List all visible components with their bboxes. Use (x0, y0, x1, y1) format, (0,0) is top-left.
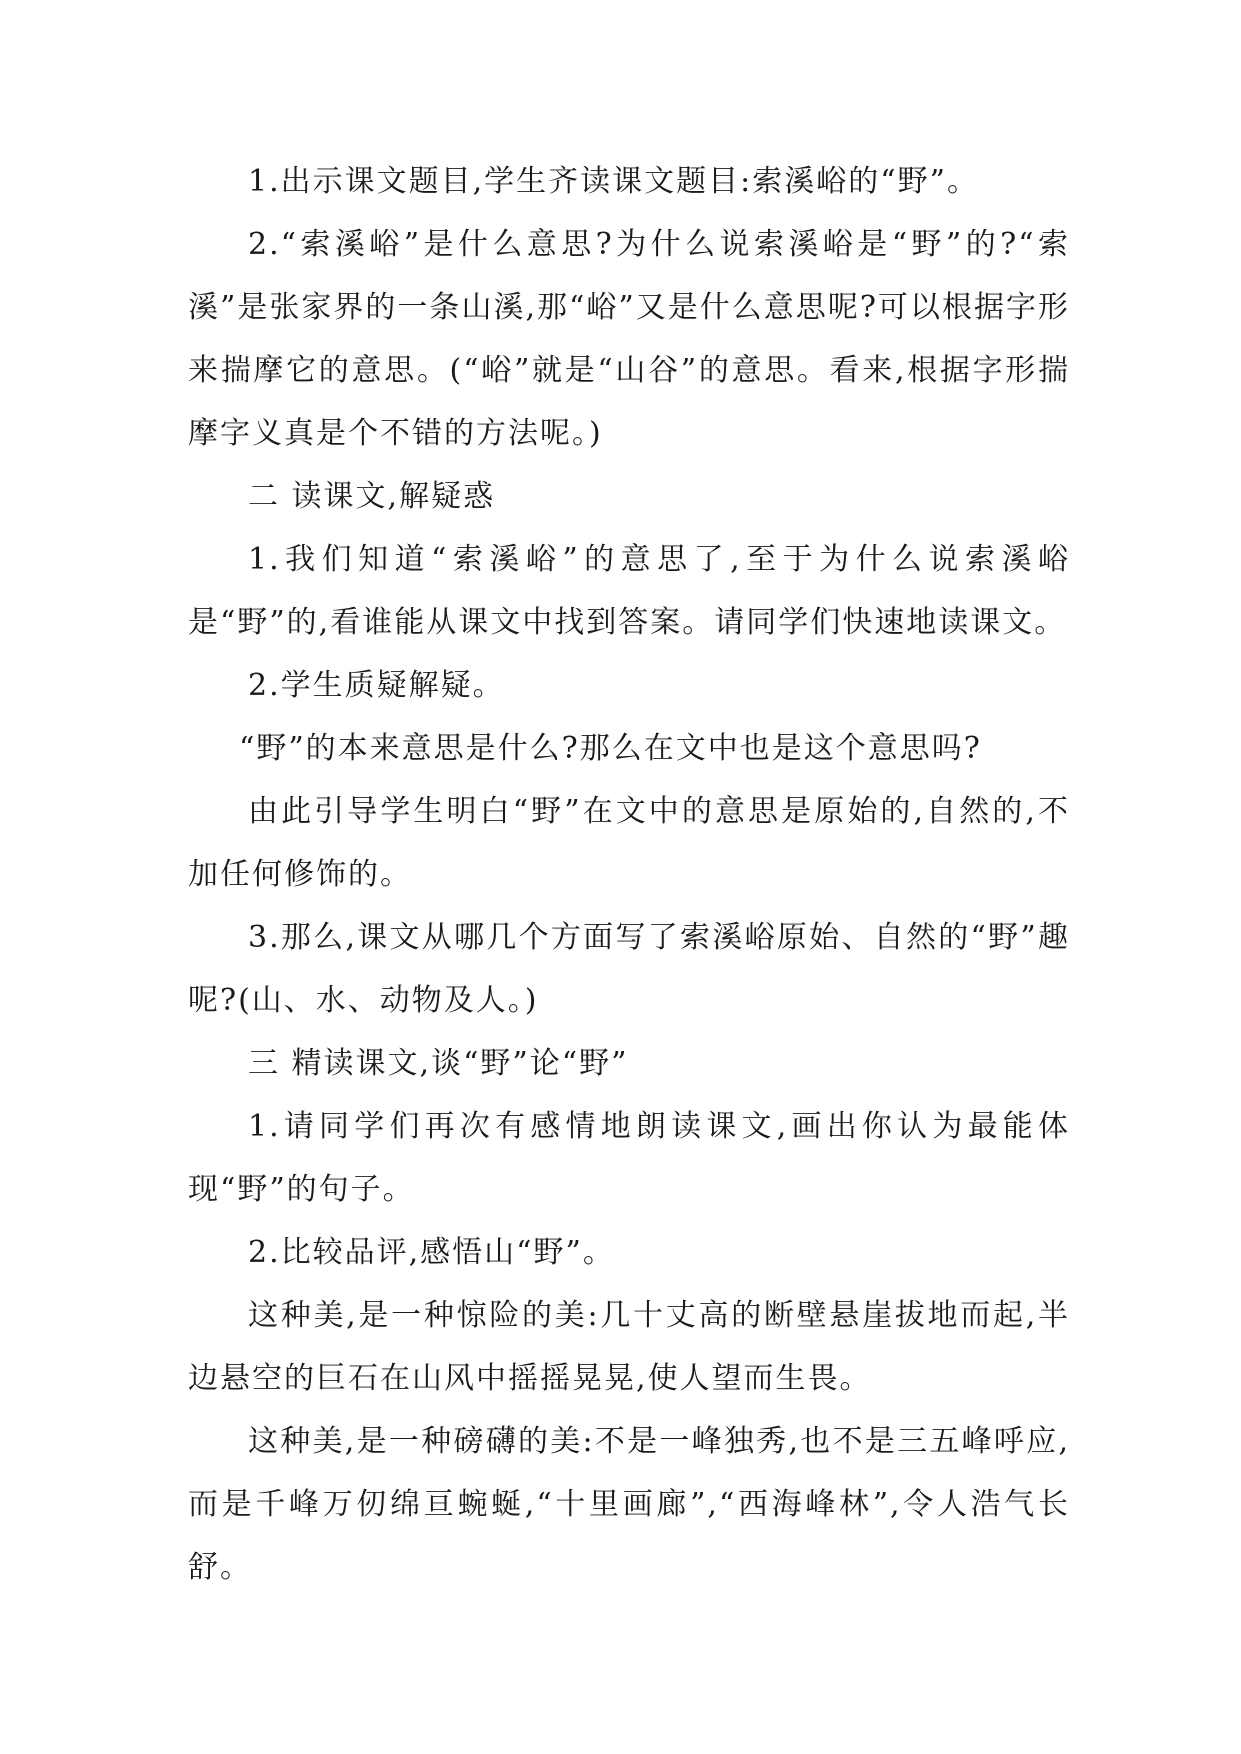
paragraph-4: 2.学生质疑解疑。 (248, 668, 505, 703)
paragraph-9: 2.比较品评,感悟山“野”。 (248, 1235, 615, 1270)
paragraph-5: “野”的本来意思是什么?那么在文中也是这个意思吗? (239, 731, 982, 766)
section-heading-3: 三 精读课文,谈“野”论“野” (248, 1046, 629, 1081)
paragraph-10: 这种美,是一种惊险的美:几十丈高的断壁悬崖拔地而起,半边悬空的巨石在山风中摇摇晃晃,使人望而生畏。 (188, 1298, 1070, 1396)
paragraph-2: 2.“索溪峪”是什么意思?为什么说索溪峪是“野”的?“索溪”是张家界的一条山溪,那“峪”又是什么意思呢?可以根据字形来揣摩它的意思。(“峪”就是“山谷”的意思。看来,根据字形揣摩字义真是个不错的方法呢。) (188, 227, 1070, 451)
paragraph-8: 1.请同学们再次有感情地朗读课文,画出你认为最能体现“野”的句子。 (188, 1109, 1070, 1207)
paragraph-6: 由此引导学生明白“野”在文中的意思是原始的,自然的,不加任何修饰的。 (188, 794, 1070, 892)
paragraph-11: 这种美,是一种磅礴的美:不是一峰独秀,也不是三五峰呼应,而是千峰万仞绵亘蜿蜒,“十里画廊”,“西海峰林”,令人浩气长舒。 (188, 1424, 1070, 1585)
paragraph-3: 1.我们知道“索溪峪”的意思了,至于为什么说索溪峪是“野”的,看谁能从课文中找到答案。请同学们快速地读课文。 (188, 542, 1070, 640)
document-page (188, 150, 1070, 1599)
paragraph-1: 1.出示课文题目,学生齐读课文题目:索溪峪的“野”。 (248, 164, 979, 199)
section-heading-2: 二 读课文,解疑惑 (248, 479, 496, 514)
paragraph-7: 3.那么,课文从哪几个方面写了索溪峪原始、自然的“野”趣呢?(山、水、动物及人。) (188, 920, 1070, 1018)
